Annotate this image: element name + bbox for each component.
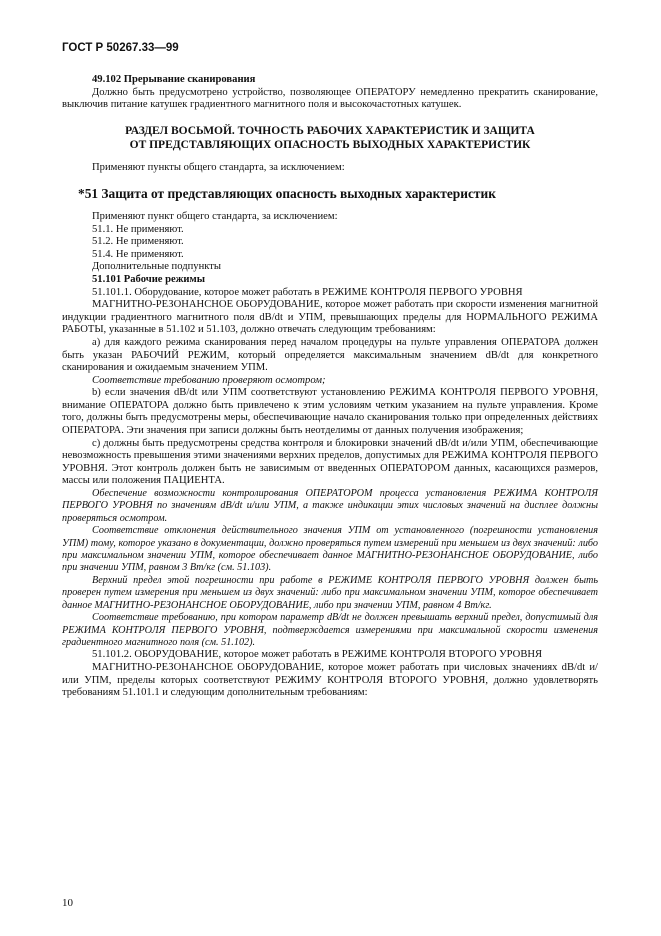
requirement-a: а) для каждого режима сканирования перед началом процедуры на пульте управления ОПЕРАТОРА должен быть указан РАБОЧИЙ РЕЖИМ, который определяется максимальным значением dB/dt для конкретного сканирования и ожидаемым значением УПМ. [62,336,598,374]
clause-51-item: 51.1. Не применяют. [92,223,184,235]
section-eight-intro: Применяют пункты общего стандарта, за исключением: [92,161,345,173]
clause-51-intro: Применяют пункт общего стандарта, за исключением: [92,210,338,222]
mr-equipment-paragraph: МАГНИТНО-РЕЗОНАНСНОЕ ОБОРУДОВАНИЕ, которое может работать при скорости изменения магнитной индукции градиентного магнитного поля dB/dt и УПМ, превышающих пределы для НОРМАЛЬНОГО РЕЖИМА РАБОТЫ, указанные в 51.102 и 51.103, должно отвечать следующим требованиям: [62,299,598,336]
section-title-line-1: РАЗДЕЛ ВОСЬМОЙ. ТОЧНОСТЬ РАБОЧИХ ХАРАКТЕРИСТИК И ЗАЩИТА [125,124,535,137]
clause-49-102-heading: 49.102 Прерывание сканирования [92,74,256,85]
compliance-note: Обеспечение возможности контролирования ОПЕРАТОРОМ процесса установления РЕЖИМА КОНТРОЛЯ ПЕРВОГО УРОВНЯ по значениям dB/dt и/или УПМ, а также индикации этих числовых значений на дисплее должны проверяться осмотром. [62,488,598,524]
compliance-note: Соответствие требованию, при котором параметр dB/dt не должен превышать верхний предел, допустимый для РЕЖИМА КОНТРОЛЯ ПЕРВОГО УРОВНЯ, подтверждается измерениями при максимальной скорости изменения градиентного магнитного поля (см. 51.102). [62,612,598,648]
compliance-note: Верхний предел этой погрешности при работе в РЕЖИМЕ КОНТРОЛЯ ПЕРВОГО УРОВНЯ должен быть проверен путем измерения при меньшем из двух значений: либо при максимальном значении УПМ, которое обеспечивает данное МАГНИТНО-РЕЗОНАНСНОЕ ОБОРУДОВАНИЕ, либо при значении УПМ, равном 4 Вт/кг. [62,574,598,611]
section-title-line-2: ОТ ПРЕДСТАВЛЯЮЩИХ ОПАСНОСТЬ ВЫХОДНЫХ ХАРАКТЕРИСТИК [129,138,531,151]
clause-51-101-2: 51.101.2. ОБОРУДОВАНИЕ, которое может работать в РЕЖИМЕ КОНТРОЛЯ ВТОРОГО УРОВНЯ [92,649,543,661]
clause-51-heading: *51 Защита от представляющих опасность выходных характеристик [78,186,496,202]
document-id-header: ГОСТ Р 50267.33—99 [62,42,179,54]
compliance-note: Соответствие требованию проверяют осмотром; [92,374,326,386]
section-eight-title [62,124,598,152]
clause-51-101-heading: 51.101 Рабочие режимы [92,273,206,285]
compliance-note: Соответствие отклонения действительного значения УПМ от установленного (погрешности установления УПМ) тому, которое указано в документации, должно проверяться путем измерений при меньшем из двух значений: либо при максимальном значении УПМ, которое обеспечивает данное МАГНИТНО-РЕЗОНАНСНОЕ ОБОРУДОВАНИЕ, либо при значении УПМ, равном 3 Вт/кг (см. 51.103). [62,525,598,574]
clause-51-item: 51.2. Не применяют. [92,236,184,248]
clause-51-item: 51.4. Не применяют. [92,248,184,260]
additional-subclauses-label: Дополнительные подпункты [92,261,222,273]
mr-equipment-paragraph-2: МАГНИТНО-РЕЗОНАНСНОЕ ОБОРУДОВАНИЕ, которое может работать при числовых значениях dB/dt и/или УПМ, пределы которых соответствуют РЕЖИМУ КОНТРОЛЯ ВТОРОГО УРОВНЯ, должно удовлетворять требованиям 51.101.1 и следующим дополнительным требованиям: [62,661,598,699]
requirement-b: b) если значения dB/dt или УПМ соответствуют установлению РЕЖИМА КОНТРОЛЯ ПЕРВОГО УРОВНЯ, внимание ОПЕРАТОРА должно быть привлечено к этим условиям четким указанием на пульте управления. Кроме того, должны быть предусмотрены меры, обеспечивающие начало сканирования только при определенных действиях ОПЕРАТОРА. Эти значения при записи должны быть неотделимы от данных получения изображения; [62,387,598,437]
page-number: 10 [62,897,73,909]
clause-49-102-text: Должно быть предусмотрено устройство, позволяющее ОПЕРАТОРУ немедленно прекратить сканирование, выключив питание катушек градиентного магнитного поля и высокочастотных катушек. [62,86,598,111]
requirement-c: с) должны быть предусмотрены средства контроля и блокировки значений dB/dt и/или УПМ, обеспечивающие невозможность превышения этими значениями верхних пределов, допустимых для РЕЖИМА КОНТРОЛЯ ПЕРВОГО УРОВНЯ. Этот контроль должен быть не зависимым от введенных ОПЕРАТОРОМ данных, касающихся размеров, массы или положения ПАЦИЕНТА. [62,437,598,487]
page-content [62,74,598,700]
clause-51-101-1: 51.101.1. Оборудование, которое может работать в РЕЖИМЕ КОНТРОЛЯ ПЕРВОГО УРОВНЯ [92,286,523,298]
